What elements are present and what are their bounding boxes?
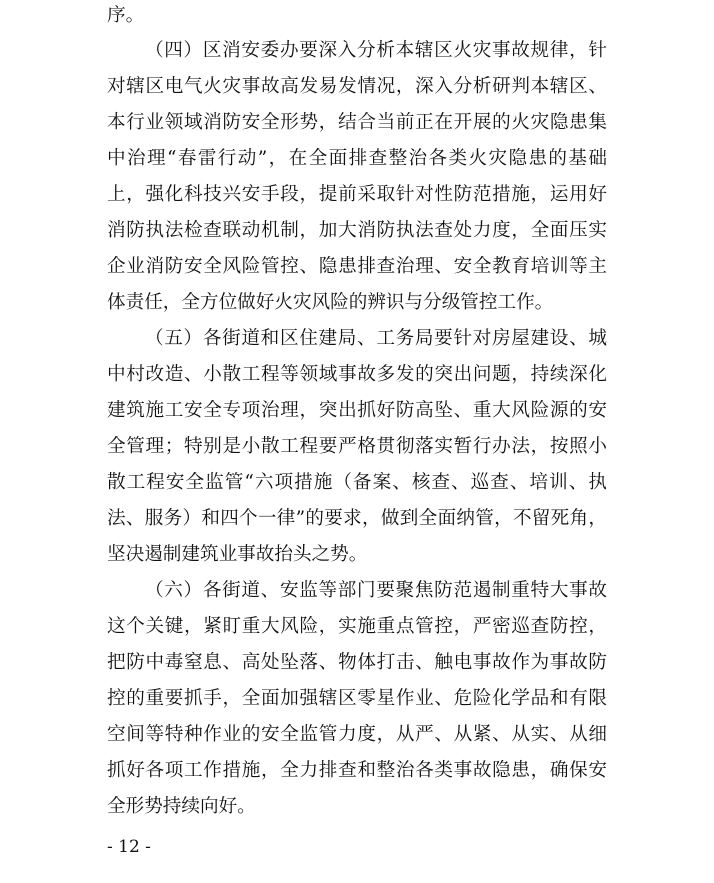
paragraph-5-line: （五）各街道和区住建局、工务局要针对房屋建设、城	[145, 328, 607, 349]
paragraph-4-line: 上，强化科技兴安手段，提前采取针对性防范措施，运用好	[107, 184, 607, 205]
paragraph-6-line: 这个关键，紧盯重大风险，实施重点管控，严密巡查防控，	[107, 616, 607, 637]
paragraph-4-line: 企业消防安全风险管控、隐患排查治理、安全教育培训等主	[107, 256, 607, 277]
paragraph-6-line: 空间等特种作业的安全监管力度，从严、从紧、从实、从细	[107, 724, 607, 745]
paragraph-5-line: 中村改造、小散工程等领域事故多发的突出问题，持续深化	[107, 364, 607, 385]
paragraph-5-line: 散工程安全监管“六项措施（备案、核查、巡查、培训、执	[107, 472, 607, 493]
paragraph-4-line: 消防执法检查联动机制，加大消防执法查处力度，全面压实	[107, 220, 607, 241]
page-number: - 12 -	[107, 837, 151, 857]
paragraph-5-line: 全管理；特别是小散工程要严格贯彻落实暂行办法，按照小	[107, 436, 607, 457]
paragraph-6-line: 全形势持续向好。	[107, 796, 256, 817]
paragraph-6-line: （六）各街道、安监等部门要聚焦防范遏制重特大事故	[145, 580, 607, 601]
paragraph-5-line: 坚决遏制建筑业事故抬头之势。	[107, 544, 368, 565]
paragraph-4-line: （四）区消安委办要深入分析本辖区火灾事故规律，针	[145, 40, 607, 61]
paragraph-4-line: 对辖区电气火灾事故高发易发情况，深入分析研判本辖区、	[107, 76, 607, 97]
paragraph-4-line: 中治理“春雷行动”，在全面排查整治各类火灾隐患的基础	[107, 148, 607, 169]
paragraph-4-line: 体责任，全方位做好火灾风险的辨识与分级管控工作。	[107, 292, 554, 313]
paragraph-6-line: 把防中毒窒息、高处坠落、物体打击、触电事故作为事故防	[107, 652, 607, 673]
paragraph-6-line: 控的重要抓手，全面加强辖区零星作业、危险化学品和有限	[107, 688, 607, 709]
paragraph-5-line: 建筑施工安全专项治理，突出抓好防高坠、重大风险源的安	[107, 400, 607, 421]
text-line: 序。	[107, 5, 145, 26]
paragraph-4-line: 本行业领域消防安全形势，结合当前正在开展的火灾隐患集	[107, 112, 607, 133]
paragraph-5-line: 法、服务）和四个一律”的要求，做到全面纳管，不留死角，	[107, 508, 607, 529]
paragraph-6-line: 抓好各项工作措施，全力排查和整治各类事故隐患，确保安	[107, 760, 607, 781]
